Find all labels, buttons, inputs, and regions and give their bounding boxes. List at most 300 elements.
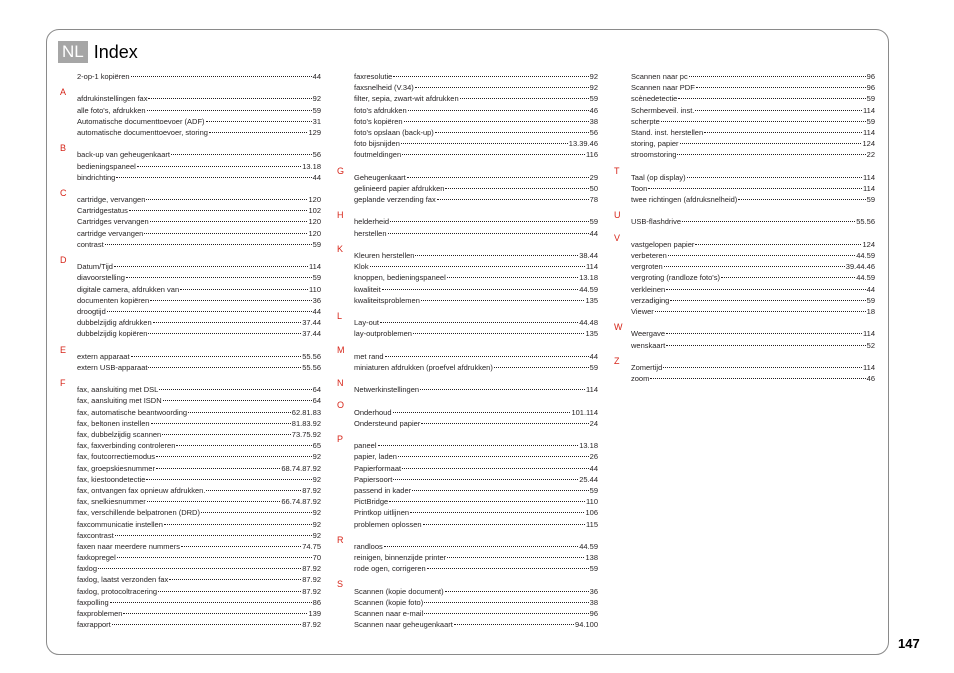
dot-leader	[114, 266, 308, 267]
index-entry-line	[354, 284, 598, 295]
index-entry-line	[77, 239, 321, 250]
index-page-ref: 59	[866, 94, 875, 104]
index-entry-line	[631, 183, 875, 194]
index-term: Klok	[354, 262, 369, 272]
index-entry	[337, 127, 598, 138]
index-page-ref: 59	[866, 116, 875, 126]
index-entry	[337, 563, 598, 574]
index-entry-line	[354, 272, 598, 283]
section-letter: O	[337, 400, 345, 411]
index-term: alle foto's, afdrukken	[77, 105, 146, 115]
index-term: Automatische documenttoevoer (ADF)	[77, 116, 205, 126]
index-entry	[60, 429, 321, 440]
index-entry	[60, 127, 321, 138]
dot-leader	[123, 613, 307, 614]
index-entry-line	[631, 284, 875, 295]
index-entry	[60, 519, 321, 530]
index-entry-line	[631, 149, 875, 160]
index-entry	[60, 228, 321, 239]
index-entry	[614, 105, 875, 116]
index-entry	[614, 172, 875, 183]
index-entry-line	[354, 351, 598, 362]
index-term: fax, dubbelzijdig scannen	[77, 430, 162, 439]
index-page-ref: 114	[863, 183, 875, 193]
index-entry	[337, 485, 598, 496]
index-entry	[60, 205, 321, 216]
dot-leader	[420, 389, 585, 390]
index-term: storing, papier	[631, 139, 679, 149]
index-term: faxproblemen	[77, 609, 123, 618]
index-entry	[337, 407, 598, 418]
index-entry-line	[354, 496, 598, 507]
index-term: fax, kiestoondetectie	[77, 474, 146, 484]
index-entry-line	[631, 272, 875, 283]
index-entry-line	[354, 485, 598, 496]
index-entry-line	[77, 552, 321, 563]
index-entry-line	[77, 608, 321, 619]
index-page-ref: 87.92	[302, 586, 321, 596]
index-page-ref: 87.92	[302, 620, 321, 630]
index-entry	[614, 272, 875, 283]
index-term: fax, snelkiesnummer	[77, 497, 146, 507]
index-term: fax, groepskiesnummer	[77, 463, 155, 473]
dot-leader	[393, 479, 578, 480]
index-page-ref: 114	[309, 262, 321, 272]
index-entry-line	[354, 619, 598, 630]
index-page-ref: 114	[586, 385, 598, 395]
index-page-ref: 94.100	[575, 620, 598, 630]
index-entry	[60, 295, 321, 306]
index-entry	[337, 71, 598, 82]
index-term: geplande verzending fax	[354, 195, 436, 205]
index-term: vastgelopen papier	[631, 239, 695, 249]
index-page-ref: 74.75	[302, 541, 321, 551]
dot-leader	[682, 221, 855, 222]
index-entry	[60, 93, 321, 104]
index-term: paneel	[354, 441, 377, 451]
index-entry	[337, 116, 598, 127]
dot-leader	[180, 289, 308, 290]
index-page-ref: 124	[862, 239, 875, 249]
index-page-ref: 13.18	[579, 441, 598, 451]
index-term: faxpolling	[77, 597, 109, 607]
index-entry	[60, 395, 321, 406]
dot-leader	[116, 177, 311, 178]
index-entry-line	[631, 239, 875, 250]
index-term: cartridge vervangen	[77, 228, 144, 238]
index-page-ref: 87.92	[302, 575, 321, 585]
index-page-ref: 81.83.92	[291, 418, 321, 428]
index-entry	[614, 340, 875, 351]
index-entry	[337, 552, 598, 563]
index-entry	[60, 216, 321, 227]
section-letter: H	[337, 210, 344, 221]
index-entry	[614, 149, 875, 160]
index-page-ref: 124	[862, 139, 875, 149]
index-entry-line	[77, 93, 321, 104]
index-entry	[60, 440, 321, 451]
section-letter: V	[614, 232, 621, 243]
index-entry	[337, 619, 598, 630]
index-term: back-up van geheugenkaart	[77, 150, 170, 160]
index-entry-line	[77, 429, 321, 440]
index-page-ref: 92	[589, 83, 598, 93]
index-term: scherpte	[631, 116, 660, 126]
index-term: herstellen	[354, 228, 387, 238]
index-page-ref: 59	[312, 105, 321, 115]
dot-leader	[158, 591, 301, 592]
index-entry-line	[77, 530, 321, 541]
index-section-letter	[60, 138, 321, 154]
index-term: Scannen naar geheugenkaart	[354, 620, 453, 630]
index-entry	[337, 272, 598, 283]
index-entry-line	[354, 463, 598, 474]
index-entry-line	[77, 328, 321, 339]
index-entry	[60, 306, 321, 317]
dot-leader	[445, 591, 589, 592]
index-page-ref: 59	[589, 564, 598, 574]
index-term: Lay-out	[354, 318, 380, 328]
index-entry-line	[354, 541, 598, 552]
dot-leader	[447, 277, 578, 278]
index-page-ref: 44	[589, 351, 598, 361]
index-entry	[337, 541, 598, 552]
index-entry	[614, 362, 875, 373]
index-entry	[337, 384, 598, 395]
index-entry-line	[77, 127, 321, 138]
dot-leader	[398, 456, 589, 457]
index-page-ref: 59	[589, 94, 598, 104]
index-entry	[614, 306, 875, 317]
section-letter: T	[614, 165, 620, 176]
section-letter: U	[614, 210, 621, 221]
index-term: Taal (op display)	[631, 172, 686, 182]
index-page-ref: 44	[866, 284, 875, 294]
index-page-ref: 92	[589, 72, 598, 81]
dot-leader	[153, 322, 302, 323]
index-entry-line	[354, 474, 598, 485]
index-term: contrast	[77, 239, 104, 249]
index-entry	[60, 328, 321, 339]
dot-leader	[378, 445, 579, 446]
index-page-ref: 55.56	[302, 351, 321, 361]
index-page-ref: 26	[589, 452, 598, 462]
index-term: gelinieerd papier afdrukken	[354, 183, 445, 193]
index-page-ref: 52	[866, 340, 875, 350]
dot-leader	[435, 132, 589, 133]
index-term: foto bijsnijden	[354, 139, 400, 149]
index-entry	[60, 608, 321, 619]
index-term: faxlog, laatst verzonden fax	[77, 575, 169, 585]
index-term: scènedetectie	[631, 94, 678, 104]
dot-leader	[117, 557, 312, 558]
dot-leader	[421, 300, 585, 301]
index-entry	[337, 440, 598, 451]
index-term: passend in kader	[354, 485, 412, 495]
index-page-ref: 59	[312, 273, 321, 283]
dot-leader	[721, 277, 855, 278]
index-entry	[337, 328, 598, 339]
index-term: extern USB-apparaat	[77, 362, 148, 372]
dot-leader	[148, 98, 311, 99]
index-entry-line	[631, 373, 875, 384]
dot-leader	[668, 255, 855, 256]
index-entry	[614, 250, 875, 261]
index-entry-line	[354, 250, 598, 261]
index-page-ref: 64	[312, 385, 321, 395]
index-entry	[614, 216, 875, 227]
index-entry	[60, 284, 321, 295]
index-term: kwaliteitsproblemen	[354, 295, 420, 305]
dot-leader	[382, 289, 579, 290]
index-entry	[60, 351, 321, 362]
index-page-ref: 44	[589, 463, 598, 473]
index-entry-line	[77, 228, 321, 239]
index-page-ref: 44.48	[579, 318, 598, 328]
index-entry-line	[354, 295, 598, 306]
dot-leader	[147, 110, 312, 111]
index-term: Netwerkinstellingen	[354, 385, 420, 395]
index-term: fax, beltonen instellen	[77, 418, 150, 428]
index-entry	[614, 116, 875, 127]
dot-leader	[107, 311, 312, 312]
dot-leader	[404, 121, 589, 122]
index-page-ref: 59	[589, 362, 598, 372]
dot-leader	[687, 177, 862, 178]
index-page-ref: 120	[308, 195, 321, 205]
index-page-ref: 73.75.92	[291, 430, 321, 439]
index-entry-line	[354, 608, 598, 619]
index-term: diavoorstelling	[77, 273, 125, 283]
index-entry-line	[631, 216, 875, 227]
dot-leader	[663, 367, 862, 368]
index-entry-line	[354, 172, 598, 183]
index-entry-line	[77, 619, 321, 630]
section-letter: W	[614, 322, 623, 333]
index-term: Kleuren herstellen	[354, 251, 415, 260]
index-term: foutmeldingen	[354, 150, 402, 160]
index-page-ref: 36	[312, 295, 321, 305]
index-entry	[337, 474, 598, 485]
index-term: helderheid	[354, 217, 390, 227]
dot-leader	[407, 177, 589, 178]
index-page-ref: 114	[863, 329, 875, 339]
dot-leader	[176, 445, 311, 446]
index-term: lay-outproblemen	[354, 329, 412, 339]
index-section-letter	[60, 82, 321, 98]
index-entry-line	[77, 161, 321, 172]
index-entry	[337, 586, 598, 597]
index-term: twee richtingen (afdruksnelheid)	[631, 195, 738, 205]
index-term: papier, laden	[354, 452, 397, 462]
index-page-ref: 56	[312, 150, 321, 160]
index-entry-line	[354, 552, 598, 563]
index-entry	[614, 93, 875, 104]
index-section-letter	[60, 183, 321, 198]
dot-leader	[148, 333, 301, 334]
index-entry	[614, 82, 875, 93]
dot-leader	[460, 98, 589, 99]
index-entry-line	[354, 216, 598, 227]
dot-leader	[423, 524, 585, 525]
index-term: faxresolutie	[354, 72, 393, 81]
index-entry-line	[77, 507, 321, 518]
index-page-ref: 86	[312, 597, 321, 607]
index-entry-line	[631, 82, 875, 93]
index-entry	[60, 407, 321, 418]
index-term: Toon	[631, 183, 648, 193]
index-entry	[60, 261, 321, 272]
index-section-letter	[614, 205, 875, 221]
index-entry-line	[631, 194, 875, 205]
index-term: PictBridge	[354, 497, 389, 507]
index-entry-line	[354, 138, 598, 149]
page-title: Index	[93, 42, 138, 62]
index-entry	[60, 105, 321, 116]
index-term: USB-flashdrive	[631, 217, 682, 227]
index-section-letter	[614, 161, 875, 176]
dot-leader	[695, 244, 861, 245]
dot-leader	[150, 221, 308, 222]
index-term: foto's afdrukken	[354, 105, 407, 115]
dot-leader	[156, 456, 312, 457]
index-page-ref: 55.56	[856, 217, 875, 227]
dot-leader	[126, 277, 312, 278]
index-entry	[60, 530, 321, 541]
index-section-letter	[614, 317, 875, 333]
dot-leader	[181, 546, 301, 547]
index-page-ref: 50	[589, 183, 598, 193]
index-entry-line	[77, 407, 321, 418]
index-entry	[60, 552, 321, 563]
dot-leader	[410, 512, 584, 513]
index-entry	[60, 239, 321, 250]
index-page-ref: 114	[863, 362, 875, 372]
index-term: extern apparaat	[77, 351, 130, 361]
index-entry	[60, 474, 321, 485]
index-page-ref: 106	[585, 508, 598, 518]
index-entry-line	[631, 105, 875, 116]
index-term: documenten kopiëren	[77, 295, 150, 305]
index-term: 2-op-1 kopiëren	[77, 72, 130, 81]
index-entry-line	[77, 418, 321, 429]
index-page-ref: 31	[312, 116, 321, 126]
index-page-ref: 44.59	[856, 273, 875, 283]
index-page-ref: 13.18	[579, 273, 598, 283]
index-term: Scannen naar PDF	[631, 83, 695, 93]
index-entry-line	[631, 362, 875, 373]
index-entry-line	[77, 149, 321, 160]
index-entry	[337, 216, 598, 227]
index-term: Cartridges vervangen	[77, 217, 149, 227]
index-entry-line	[77, 284, 321, 295]
index-entry-line	[354, 418, 598, 429]
index-entry-line	[354, 407, 598, 418]
index-page-ref: 38	[589, 597, 598, 607]
index-entry-line	[77, 496, 321, 507]
dot-leader	[402, 154, 585, 155]
index-term: kwaliteit	[354, 284, 381, 294]
index-entry	[60, 496, 321, 507]
index-page-ref: 37.44	[302, 329, 321, 339]
dot-leader	[401, 143, 568, 144]
index-section-letter	[337, 161, 598, 176]
dot-leader	[696, 87, 866, 88]
index-page-ref: 38	[589, 116, 598, 126]
section-letter: E	[60, 344, 67, 355]
index-entry-line	[77, 295, 321, 306]
index-term: stroomstoring	[631, 150, 677, 160]
index-entry-line	[631, 340, 875, 351]
index-term: fax, aansluiting met DSL	[77, 385, 159, 395]
index-entry	[337, 418, 598, 429]
index-entry	[60, 194, 321, 205]
index-page-ref: 24	[589, 418, 598, 428]
index-entry-line	[77, 172, 321, 183]
index-page-ref: 44.59	[856, 251, 875, 260]
dot-leader	[146, 199, 307, 200]
index-term: knoppen, bedieningspaneel	[354, 273, 446, 283]
index-section-letter	[614, 228, 875, 243]
dot-leader	[413, 333, 585, 334]
index-term: Scannen (kopie foto)	[354, 597, 424, 607]
index-term: faxcontrast	[77, 530, 114, 540]
dot-leader	[384, 546, 578, 547]
index-entry	[60, 149, 321, 160]
index-entry-line	[77, 463, 321, 474]
dot-leader	[695, 110, 862, 111]
index-entry	[337, 496, 598, 507]
dot-leader	[393, 76, 588, 77]
index-entry	[614, 261, 875, 272]
index-entry-line	[77, 519, 321, 530]
index-entry	[337, 351, 598, 362]
index-term: met rand	[354, 351, 384, 361]
index-entry-line	[77, 216, 321, 227]
index-term: problemen oplossen	[354, 519, 422, 529]
index-term: Schermbeveil. inst.	[631, 105, 695, 115]
index-entry	[614, 295, 875, 306]
index-entry	[614, 183, 875, 194]
index-term: Papierformaat	[354, 463, 402, 473]
index-term: verkleinen	[631, 284, 666, 294]
dot-leader	[445, 188, 588, 189]
dot-leader	[162, 434, 291, 435]
index-term: digitale camera, afdrukken van	[77, 284, 180, 294]
index-entry	[60, 272, 321, 283]
index-term: Cartridgestatus	[77, 206, 128, 216]
dot-leader	[415, 87, 589, 88]
index-entry-line	[77, 261, 321, 272]
index-page-ref: 110	[586, 497, 598, 507]
index-entry	[60, 507, 321, 518]
index-page-ref: 59	[866, 295, 875, 305]
index-entry-line	[77, 351, 321, 362]
dot-leader	[188, 412, 291, 413]
dot-leader	[370, 266, 585, 267]
index-term: Geheugenkaart	[354, 172, 406, 182]
section-letter: N	[337, 378, 344, 389]
index-entry	[60, 619, 321, 630]
index-page-ref: 37.44	[302, 318, 321, 328]
index-page-ref: 44	[312, 306, 321, 316]
index-entry-line	[354, 362, 598, 373]
index-section-letter	[60, 340, 321, 355]
index-entry	[614, 194, 875, 205]
index-page-ref: 87.92	[302, 485, 321, 495]
index-page-ref: 55.56	[302, 362, 321, 372]
dot-leader	[209, 132, 308, 133]
